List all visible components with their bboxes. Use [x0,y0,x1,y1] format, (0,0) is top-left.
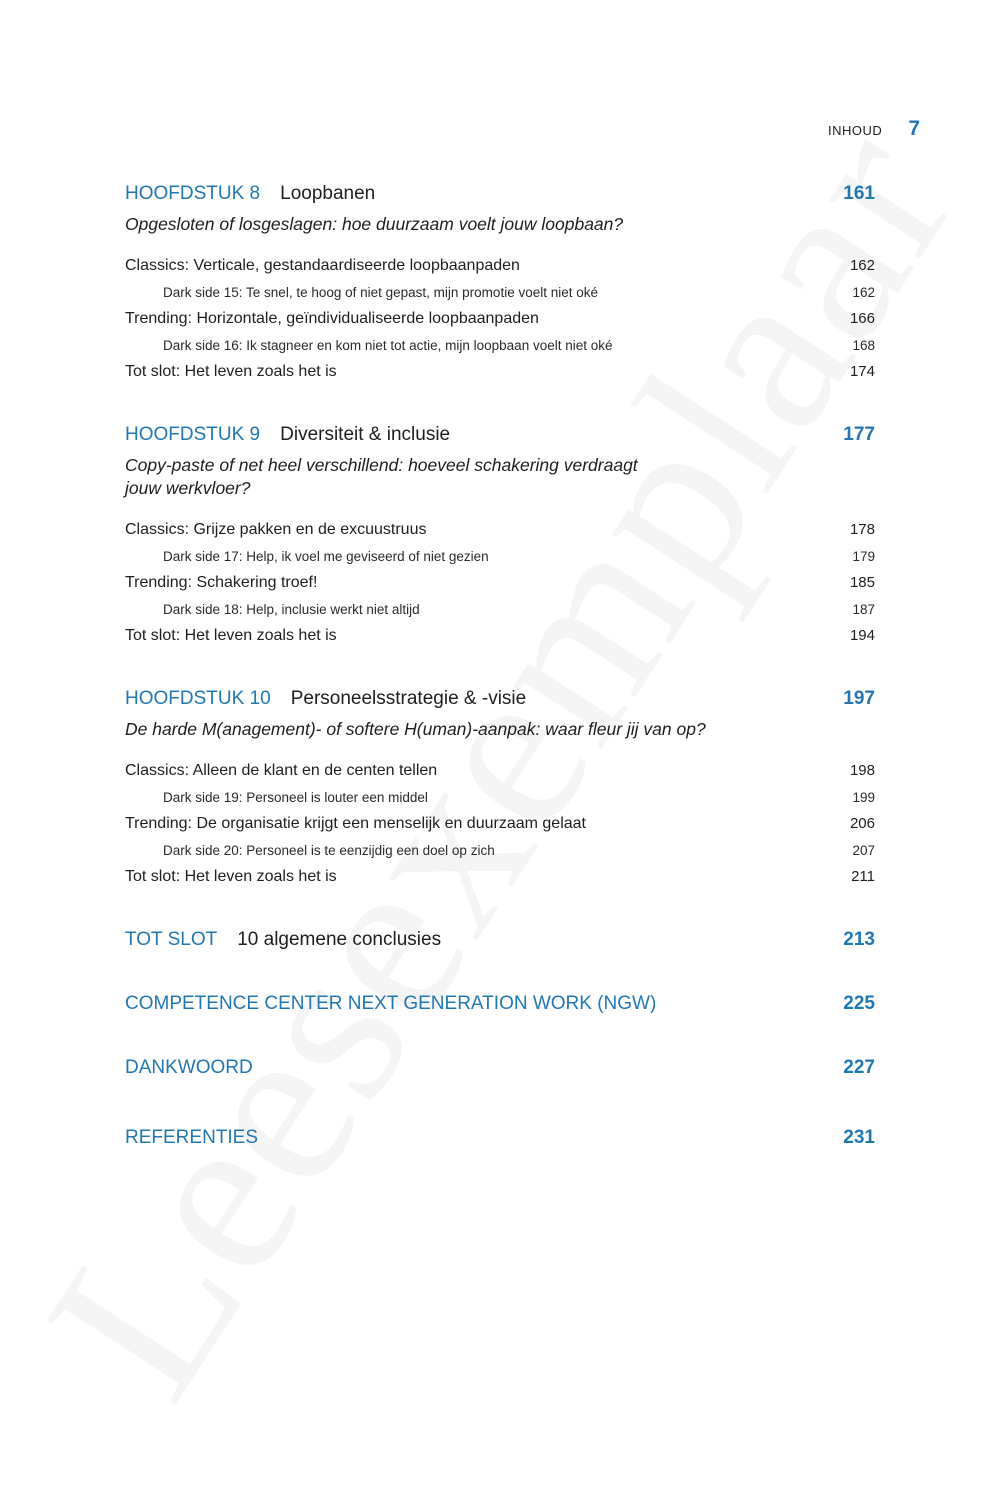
entry-text: Dark side 19: Personeel is louter een middel [163,789,428,805]
section-title: INHOUD [828,123,883,138]
toc-tot-slot[interactable] [125,929,875,951]
toc-dankwoord[interactable] [125,1057,875,1079]
chapter-subtitle: De harde M(anagement)- of softere H(uman)-aanpak: waar fleur jij van op? [125,719,706,739]
chapter-page: 197 [843,688,875,709]
entry-page: 162 [849,257,875,274]
competence-label: COMPETENCE CENTER NEXT GENERATION WORK (NGW) [125,993,657,1014]
entry-text: Tot slot: Het leven zoals het is [125,363,337,380]
chapter-8-block [125,183,875,386]
entry-page: 199 [852,789,875,805]
entry-text: Tot slot: Het leven zoals het is [125,627,337,644]
chapter-title: Personeelsstrategie & -visie [290,688,527,709]
toc-entry-classics[interactable] [125,758,875,785]
chapter-entries [125,253,875,386]
toc-entry-tot-slot[interactable] [125,359,875,386]
chapter-9-heading[interactable] [125,424,875,446]
chapter-label: HOOFDSTUK 10 [125,688,271,709]
entry-text: Dark side 18: Help, inclusie werkt niet altijd [163,601,420,617]
chapter-subtitle: Copy-paste of net heel verschillend: hoeveel schakering verdraagt jouw werkvloer? [125,455,638,498]
running-head [828,117,920,141]
chapter-page: 177 [843,424,875,445]
chapter-page: 161 [843,183,875,204]
entry-page: 206 [849,815,875,832]
chapter-entries [125,758,875,891]
toc-entry-tot-slot[interactable] [125,623,875,650]
referenties-label: REFERENTIES [125,1127,259,1148]
entry-text: Dark side 20: Personeel is te eenzijdig een doel op zich [163,842,495,858]
page-number: 7 [908,117,920,140]
entry-page: 166 [849,310,875,327]
chapter-label: HOOFDSTUK 9 [125,424,261,445]
entry-text: Classics: Alleen de klant en de centen tellen [125,762,438,779]
toc-entry-dark-side[interactable] [125,597,875,624]
chapter-title: Loopbanen [280,183,376,204]
chapter-9-block [125,424,875,650]
tot-slot-title: 10 algemene conclusies [237,929,442,950]
toc-entry-dark-side[interactable] [125,785,875,812]
entry-page: 187 [852,601,875,617]
chapter-10-block [125,688,875,891]
dankwoord-page: 227 [843,1057,875,1078]
competence-page: 225 [843,993,875,1014]
entry-text: Dark side 17: Help, ik voel me geviseerd of niet gezien [163,548,489,564]
entry-text: Dark side 16: Ik stagneer en kom niet tot actie, mijn loopbaan voelt niet oké [163,337,613,353]
entry-text: Tot slot: Het leven zoals het is [125,868,337,885]
toc-referenties[interactable] [125,1127,875,1149]
toc-entry-trending[interactable] [125,570,875,597]
entry-page: 185 [849,574,875,591]
chapter-subtitle: Opgesloten of losgeslagen: hoe duurzaam voelt jouw loopbaan? [125,214,624,234]
toc-entry-trending[interactable] [125,811,875,838]
toc-competence-center[interactable] [125,993,875,1015]
toc-entry-dark-side[interactable] [125,838,875,865]
entry-page: 178 [849,521,875,538]
entry-page: 168 [852,337,875,353]
dankwoord-label: DANKWOORD [125,1057,253,1078]
entry-text: Dark side 15: Te snel, te hoog of niet gepast, mijn promotie voelt niet oké [163,284,598,300]
toc-entry-dark-side[interactable] [125,333,875,360]
chapter-entries [125,517,875,650]
toc-entry-classics[interactable] [125,253,875,280]
entry-page: 207 [852,842,875,858]
entry-text: Trending: Schakering troef! [125,574,318,591]
tot-slot-label: TOT SLOT [125,929,218,950]
chapter-label: HOOFDSTUK 8 [125,183,261,204]
entry-text: Classics: Verticale, gestandaardiseerde loopbaanpaden [125,257,520,274]
toc-entry-trending[interactable] [125,306,875,333]
entry-page: 174 [849,363,875,380]
entry-text: Trending: Horizontale, geïndividualiseerde loopbaanpaden [125,310,539,327]
chapter-title: Diversiteit & inclusie [280,424,451,445]
entry-page: 211 [851,868,875,885]
entry-page: 179 [852,548,875,564]
toc-entry-dark-side[interactable] [125,280,875,307]
entry-page: 198 [849,762,875,779]
referenties-page: 231 [843,1127,875,1148]
entry-page: 194 [849,627,875,644]
entry-text: Trending: De organisatie krijgt een menselijk en duurzaam gelaat [125,815,586,832]
toc-entry-classics[interactable] [125,517,875,544]
chapter-8-heading[interactable] [125,183,875,205]
entry-page: 162 [852,284,875,300]
toc-entry-tot-slot[interactable] [125,864,875,891]
entry-text: Classics: Grijze pakken en de excuustruus [125,521,427,538]
toc-entry-dark-side[interactable] [125,544,875,571]
chapter-10-heading[interactable] [125,688,875,710]
tot-slot-page: 213 [843,929,875,950]
